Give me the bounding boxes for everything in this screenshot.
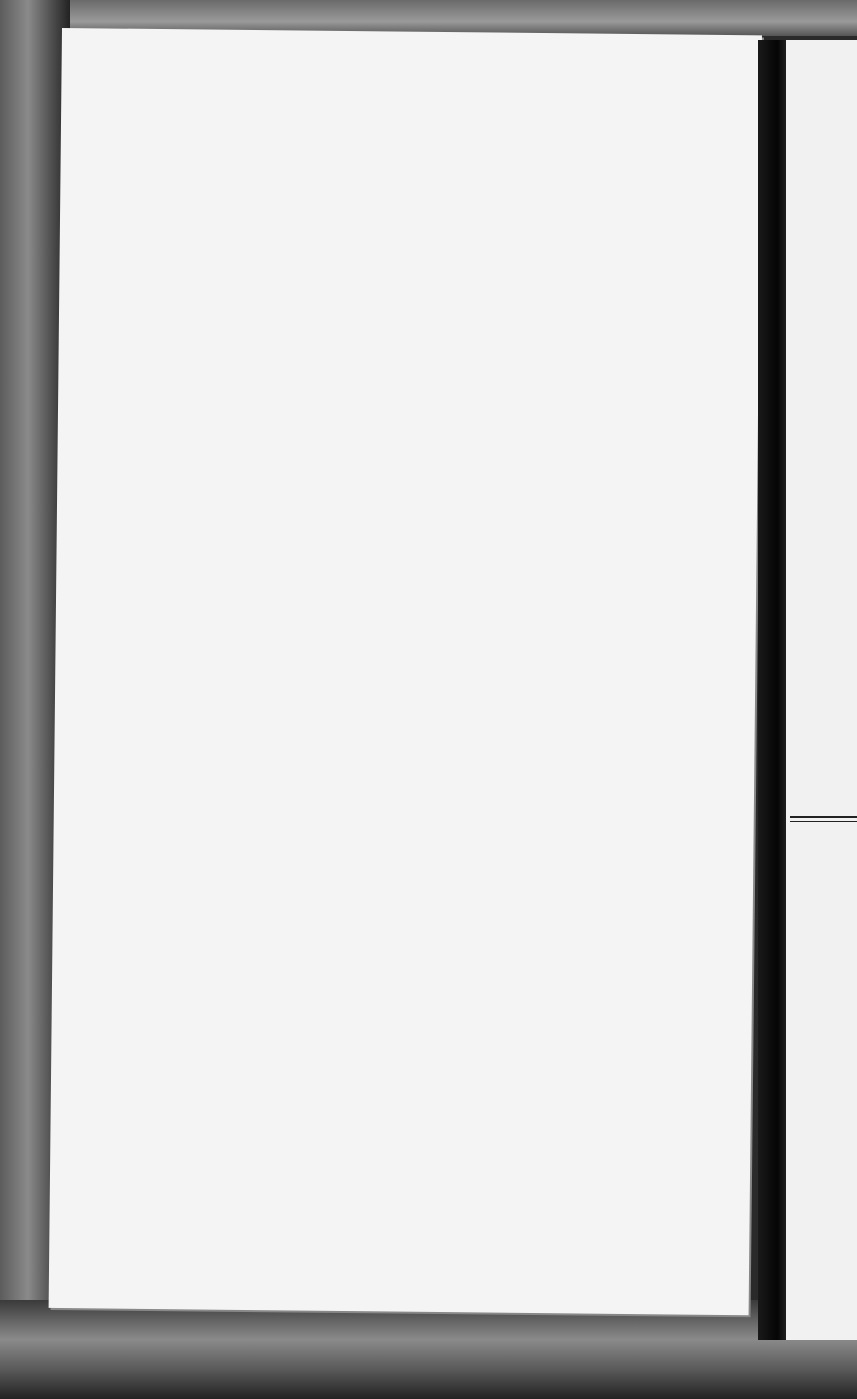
section-rule (790, 816, 857, 822)
testimony-paragraphs (129, 123, 753, 132)
body-text (129, 123, 753, 152)
right-page-fragment (786, 40, 857, 1340)
left-page (49, 28, 762, 1315)
defence-paragraph (129, 143, 753, 152)
defence-heading (129, 141, 753, 150)
